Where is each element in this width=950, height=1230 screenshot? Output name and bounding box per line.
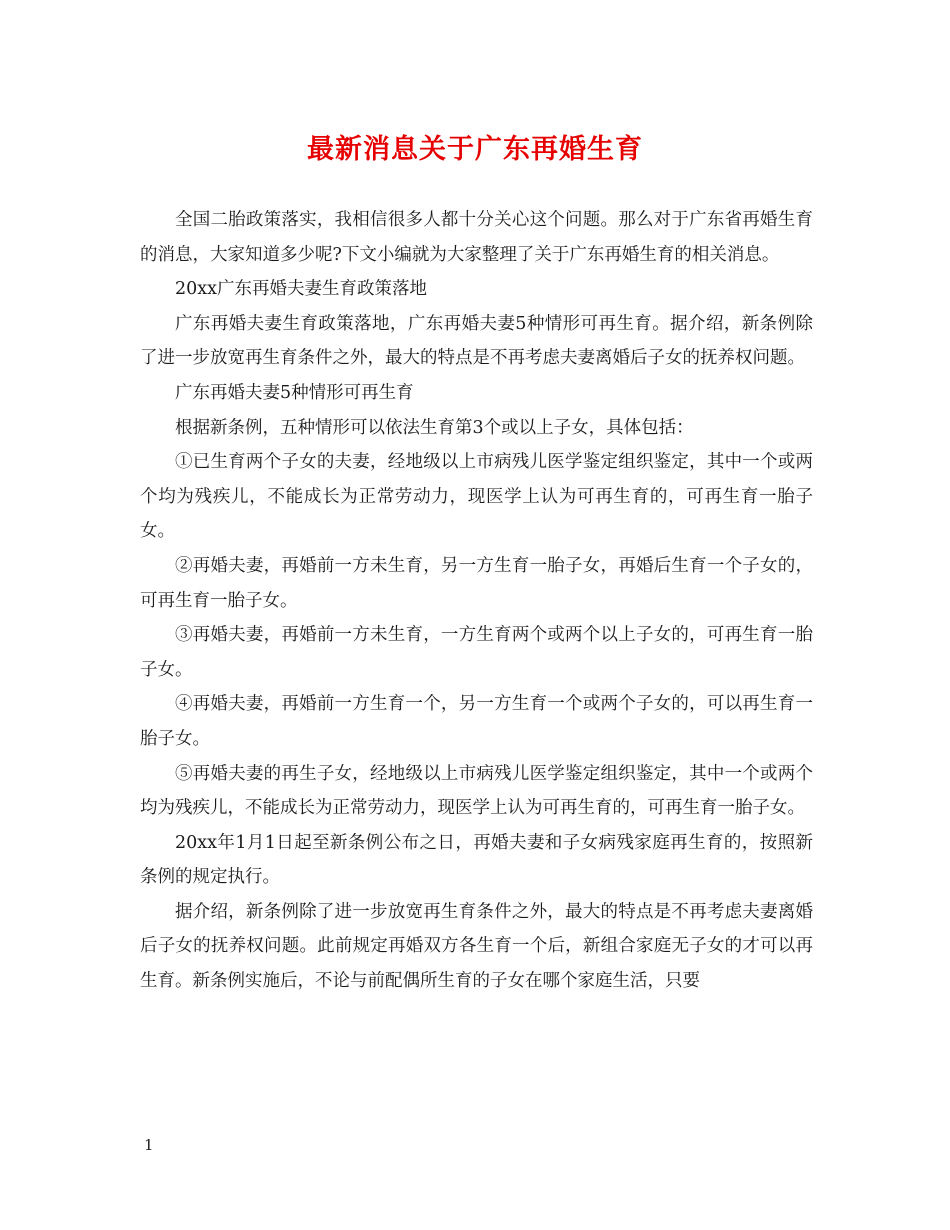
paragraph-heading-policy: 20xx广东再婚夫妻生育政策落地 [175,279,428,300]
paragraph-policy: 广东再婚夫妻生育政策落地，广东再婚夫妻5种情形可再生育。据介绍，新条例除了进一步放宽再生育条件之外，最大的特点是不再考虑夫妻离婚后子女的抚养权问题。 [140,313,813,369]
paragraph-case-5: ⑤再婚夫妻的再生子女，经地级以上市病残儿医学鉴定组织鉴定，其中一个或两个均为残疾儿，不能成长为正常劳动力，现医学上认为可再生育的，可再生育一胎子女。 [140,763,813,819]
paragraph-heading-cases: 广东再婚夫妻5种情形可再生育 [175,382,414,403]
page-number: 1 [144,1136,154,1154]
paragraph-case-1: ①已生育两个子女的夫妻，经地级以上市病残儿医学鉴定组织鉴定，其中一个或两个均为残疾儿，不能成长为正常劳动力，现医学上认为可再生育的，可再生育一胎子女。 [140,452,813,542]
paragraph-case-2: ②再婚夫妻，再婚前一方未生育，另一方生育一胎子女，再婚后生育一个子女的，可再生育一胎子女。 [140,555,813,611]
paragraph-intro: 全国二胎政策落实，我相信很多人都十分关心这个问题。那么对于广东省再婚生育的消息，大家知道多少呢?下文小编就为大家整理了关于广东再婚生育的相关消息。 [140,210,813,265]
paragraph-case-4: ④再婚夫妻，再婚前一方生育一个，另一方生育一个或两个子女的，可以再生育一胎子女。 [140,694,813,749]
paragraph-case-3: ③再婚夫妻，再婚前一方未生育，一方生育两个或两个以上子女的，可再生育一胎子女。 [140,625,813,680]
paragraph-cases-intro: 根据新条例，五种情形可以依法生育第3个或以上子女，具体包括： [175,417,694,438]
paragraph-details: 据介绍，新条例除了进一步放宽再生育条件之外，最大的特点是不再考虑夫妻离婚后子女的抚养权问题。此前规定再婚双方各生育一个后，新组合家庭无子女的才可以再生育。新条例实施后，不论与前配偶所生育的子女在哪个家庭生活，只要 [140,901,813,992]
paragraph-effective-date: 20xx年1月1日起至新条例公布之日，再婚夫妻和子女病残家庭再生育的，按照新条例的规定执行。 [140,832,813,888]
document-body [140,203,813,999]
document-title: 最新消息关于广东再婚生育 [307,134,643,165]
